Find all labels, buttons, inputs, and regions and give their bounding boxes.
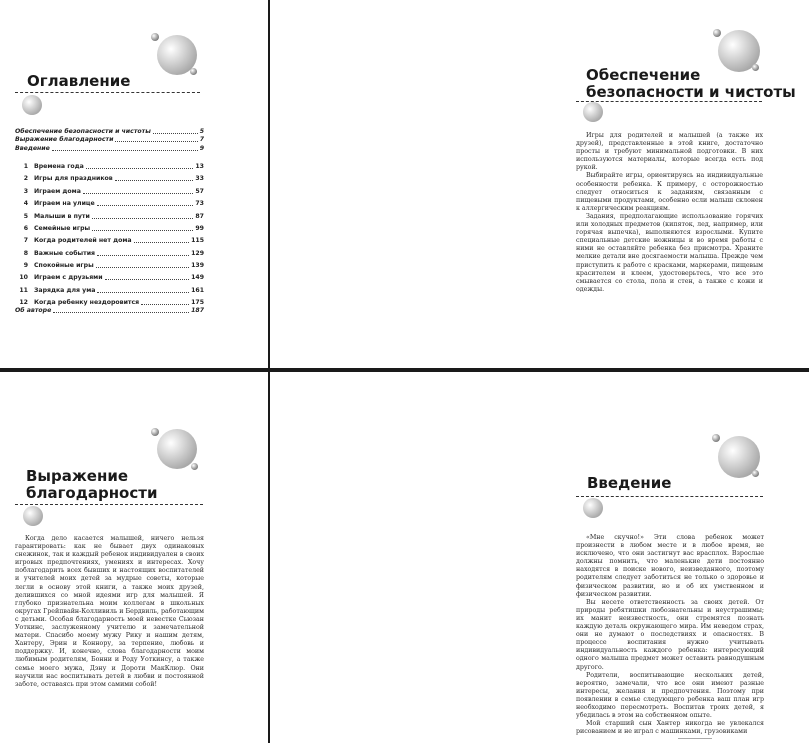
- toc-entry-title: Играем с друзьями: [34, 274, 103, 282]
- title-line-2: благодарности: [26, 484, 158, 502]
- toc-entry-title: Зарядка для ума: [34, 286, 96, 294]
- toc-entry: [15, 207, 204, 219]
- toc-entry-page: 87: [195, 212, 204, 220]
- toc-entry: [15, 135, 204, 143]
- title-line-1: Обеспечение: [586, 66, 701, 84]
- toc-entry-number: 6: [23, 224, 28, 232]
- title-rule: [576, 496, 763, 497]
- toc-leader-dots: [97, 255, 189, 256]
- toc-entry-page: 13: [195, 162, 204, 170]
- paragraph: Задания, предполагающие использование горячих или холодных предметов (кипяток, лед, например, или горячая выпечка), выполняются взрослыми. Купите специальные детские ножницы и во время работы с ними не оставляйте ребенка без присмотра. Храните мелкие детали вне досягаемости малыша. Прежде чем приступить к работе с красками, маркерами, пищевым красителем и клеем, удостоверьтесь, что все это смывается со стола, пола и стен, а также с кожи и одежды.: [576, 212, 763, 293]
- table-of-contents: [15, 127, 204, 314]
- toc-leader-dots: [105, 279, 189, 280]
- decorative-dot: [190, 68, 197, 75]
- decorative-sphere: [22, 95, 42, 115]
- toc-entry: [15, 257, 204, 269]
- paragraph: Мой старший сын Хантер никогда не увлекался рисованием и не играл с машинками, грузовиками: [576, 720, 764, 736]
- toc-leader-dots: [86, 168, 194, 169]
- toc-entry-title: Введение: [15, 144, 50, 152]
- toc-entry-page: 57: [195, 187, 204, 195]
- paragraph: Когда дело касается малышей, ничего нельзя гарантировать: как не бывает двух одинаковых снежинок, так и каждый ребенок индивидуален в своих игровых предпочтениях, умениях и интересах. Хочу поблагодарить всех бывших и настоящих воспитателей и учителей моих детей за мудрые советы, которые легли в основу этой книги, а также моих друзей, делившихся со мной идеями игр для малышей. Я глубоко признательна моим коллегам в школьных округах Грейпвайн-Колливиль и Бердвиль, работающим с детьми. Особая благодарность моей невестке Сьюзан Уоткинс, заслуженному учителю и замечательной матери. Спасибо моему мужу Рику и нашим детям, Хантеру, Эрин и Коннору, за терпение, любовь и поддержку. И, конечно, слова благодарности моим любимым родителям, Бонни и Роду Уоткинсу, а также семье моего мужа, Дэну и Дороти МакКлюр. Они научили нас воспитывать детей в любви и постоянной заботе, оставаясь при этом самими собой!: [15, 535, 204, 688]
- toc-entry-title: Спокойные игры: [34, 262, 94, 270]
- title-rule: [15, 504, 203, 505]
- toc-entry-page: 175: [191, 299, 204, 307]
- toc-entry-page: 5: [199, 128, 204, 136]
- toc-entry-page: 129: [191, 249, 204, 257]
- toc-leader-dots: [97, 292, 189, 293]
- decorative-dot: [151, 33, 159, 41]
- toc-entry-title: Играем дома: [34, 187, 81, 195]
- toc-leader-dots: [153, 133, 198, 134]
- toc-entry-page: 7: [199, 136, 204, 144]
- toc-entry-number: 3: [23, 187, 28, 195]
- toc-leader-dots: [96, 267, 189, 268]
- toc-entry-title: Обеспечение безопасности и чистоты: [15, 128, 151, 136]
- toc-leader-dots: [52, 150, 198, 151]
- toc-entry-page: 99: [195, 224, 204, 232]
- toc-entry: [15, 269, 204, 281]
- toc-entry-number: 7: [23, 237, 28, 245]
- decorative-sphere: [23, 506, 43, 526]
- title-line-1: Выражение: [26, 467, 129, 485]
- toc-entry-number: 4: [23, 200, 28, 208]
- paragraph: Игры для родителей и малышей (а также их друзей), представленные в этой книге, достаточно просты и требуют минимальной подготовки. В них используются материалы, которые всегда есть под рукой.: [576, 132, 763, 172]
- toc-leader-dots: [97, 205, 194, 206]
- toc-entry-page: 115: [191, 237, 204, 245]
- toc-entry: [15, 195, 204, 207]
- toc-entry: [15, 127, 204, 135]
- page-title: Оглавление: [27, 72, 131, 90]
- title-rule: [15, 92, 200, 93]
- decorative-sphere: [583, 102, 603, 122]
- toc-entry-number: 2: [23, 175, 28, 183]
- toc-entry: [15, 294, 204, 306]
- toc-entry-page: 149: [191, 274, 204, 282]
- toc-entry-page: 139: [191, 262, 204, 270]
- title-line-2: безопасности и чистоты: [586, 83, 796, 101]
- toc-entry: [15, 244, 204, 256]
- decorative-dot: [713, 29, 721, 37]
- toc-entry: [15, 306, 204, 314]
- toc-entry-number: 9: [23, 262, 28, 270]
- toc-entry: [15, 143, 204, 151]
- toc-entry-title: Об авторе: [15, 307, 52, 315]
- decorative-sphere: [157, 429, 197, 469]
- page-title: [26, 468, 157, 502]
- toc-entry-title: Семейные игры: [34, 224, 91, 232]
- toc-entry: [15, 232, 204, 244]
- toc-entry-page: 73: [195, 200, 204, 208]
- decorative-dot: [191, 463, 198, 470]
- paragraph: Родители, воспитывающие нескольких детей, вероятно, замечали, что все они имеют разные интересы, желания и предпочтения. Поэтому при появлении в семье следующего ребенка ваш план игр необходимо пересмотреть. Воспитав троих детей, я убедилась в этом на собственном опыте.: [576, 671, 764, 720]
- toc-page: [0, 0, 268, 368]
- decorative-dot: [151, 428, 159, 436]
- toc-entry-number: 1: [23, 162, 28, 170]
- toc-entry: [15, 182, 204, 194]
- intro-page: [270, 372, 809, 743]
- toc-entry-title: Выражение благодарности: [15, 136, 114, 144]
- body-text: [576, 132, 763, 294]
- toc-leader-dots: [115, 180, 194, 181]
- page-footer-mark: [678, 738, 712, 739]
- toc-leader-dots: [134, 242, 190, 243]
- paragraph: Вы несете ответственность за своих детей. От природы ребятишки любознательны и неустрашимы; их манит неизвестность, они стремятся познать каждую деталь окружающего мира. Им неведом страх, они не думают о последствиях и опасностях. В процессе воспитания нужно учитывать индивидуальность каждого ребенка: интересующий одного малыша предмет может оставить равнодушным другого.: [576, 598, 764, 671]
- toc-leader-dots: [92, 230, 193, 231]
- toc-leader-dots: [141, 304, 189, 305]
- toc-entry-number: 10: [19, 274, 28, 282]
- page-title: Введение: [587, 474, 672, 492]
- toc-entry-title: Времена года: [34, 162, 84, 170]
- toc-leader-dots: [115, 141, 197, 142]
- toc-leader-dots: [53, 312, 189, 313]
- thanks-page: [0, 372, 268, 743]
- toc-entry-page: 33: [195, 175, 204, 183]
- toc-entry-number: 8: [23, 249, 28, 257]
- page-title: [586, 67, 796, 101]
- toc-entry-page: 187: [191, 307, 204, 315]
- decorative-sphere: [583, 498, 603, 518]
- safety-page: [270, 0, 809, 368]
- toc-entry: [15, 170, 204, 182]
- body-text: [15, 535, 204, 689]
- toc-entry-number: 11: [19, 286, 28, 294]
- toc-entry: [15, 158, 204, 170]
- toc-entry-title: Когда родителей нет дома: [34, 237, 132, 245]
- toc-entry-number: 5: [23, 212, 28, 220]
- toc-entry-title: Малыши в пути: [34, 212, 90, 220]
- paragraph: Выбирайте игры, ориентируясь на индивидуальные особенности ребенка. К примеру, с осторожностью следует относиться к заданиям, связанным с пищевыми продуктами, особенно если малыш склонен к аллергическим реакциям.: [576, 172, 763, 212]
- paragraph: «Мне скучно!» Эти слова ребенок может произнести в любом месте и в любое время, не исключено, что они застигнут вас врасплох. Взрослые должны помнить, что маленькие дети постоянно находятся в поиске нового, неизведанного, поэтому родителям следует заботиться не только о здоровье и физическом развитии, но и об их умственном и физическом развитии.: [576, 534, 764, 598]
- toc-entry-title: Играем на улице: [34, 200, 95, 208]
- toc-entry-page: 9: [199, 144, 204, 152]
- toc-entry: [15, 220, 204, 232]
- toc-leader-dots: [92, 218, 194, 219]
- toc-entry-title: Важные события: [34, 249, 95, 257]
- decorative-dot: [752, 470, 759, 477]
- body-text: [576, 534, 764, 736]
- toc-leader-dots: [83, 193, 193, 194]
- toc-entry-page: 161: [191, 286, 204, 294]
- toc-entry-title: Когда ребенку нездоровится: [34, 299, 140, 307]
- decorative-dot: [712, 434, 720, 442]
- toc-entry: [15, 281, 204, 293]
- toc-entry-number: 12: [19, 299, 28, 307]
- title-rule: [576, 101, 762, 102]
- toc-entry-title: Игры для праздников: [34, 175, 113, 183]
